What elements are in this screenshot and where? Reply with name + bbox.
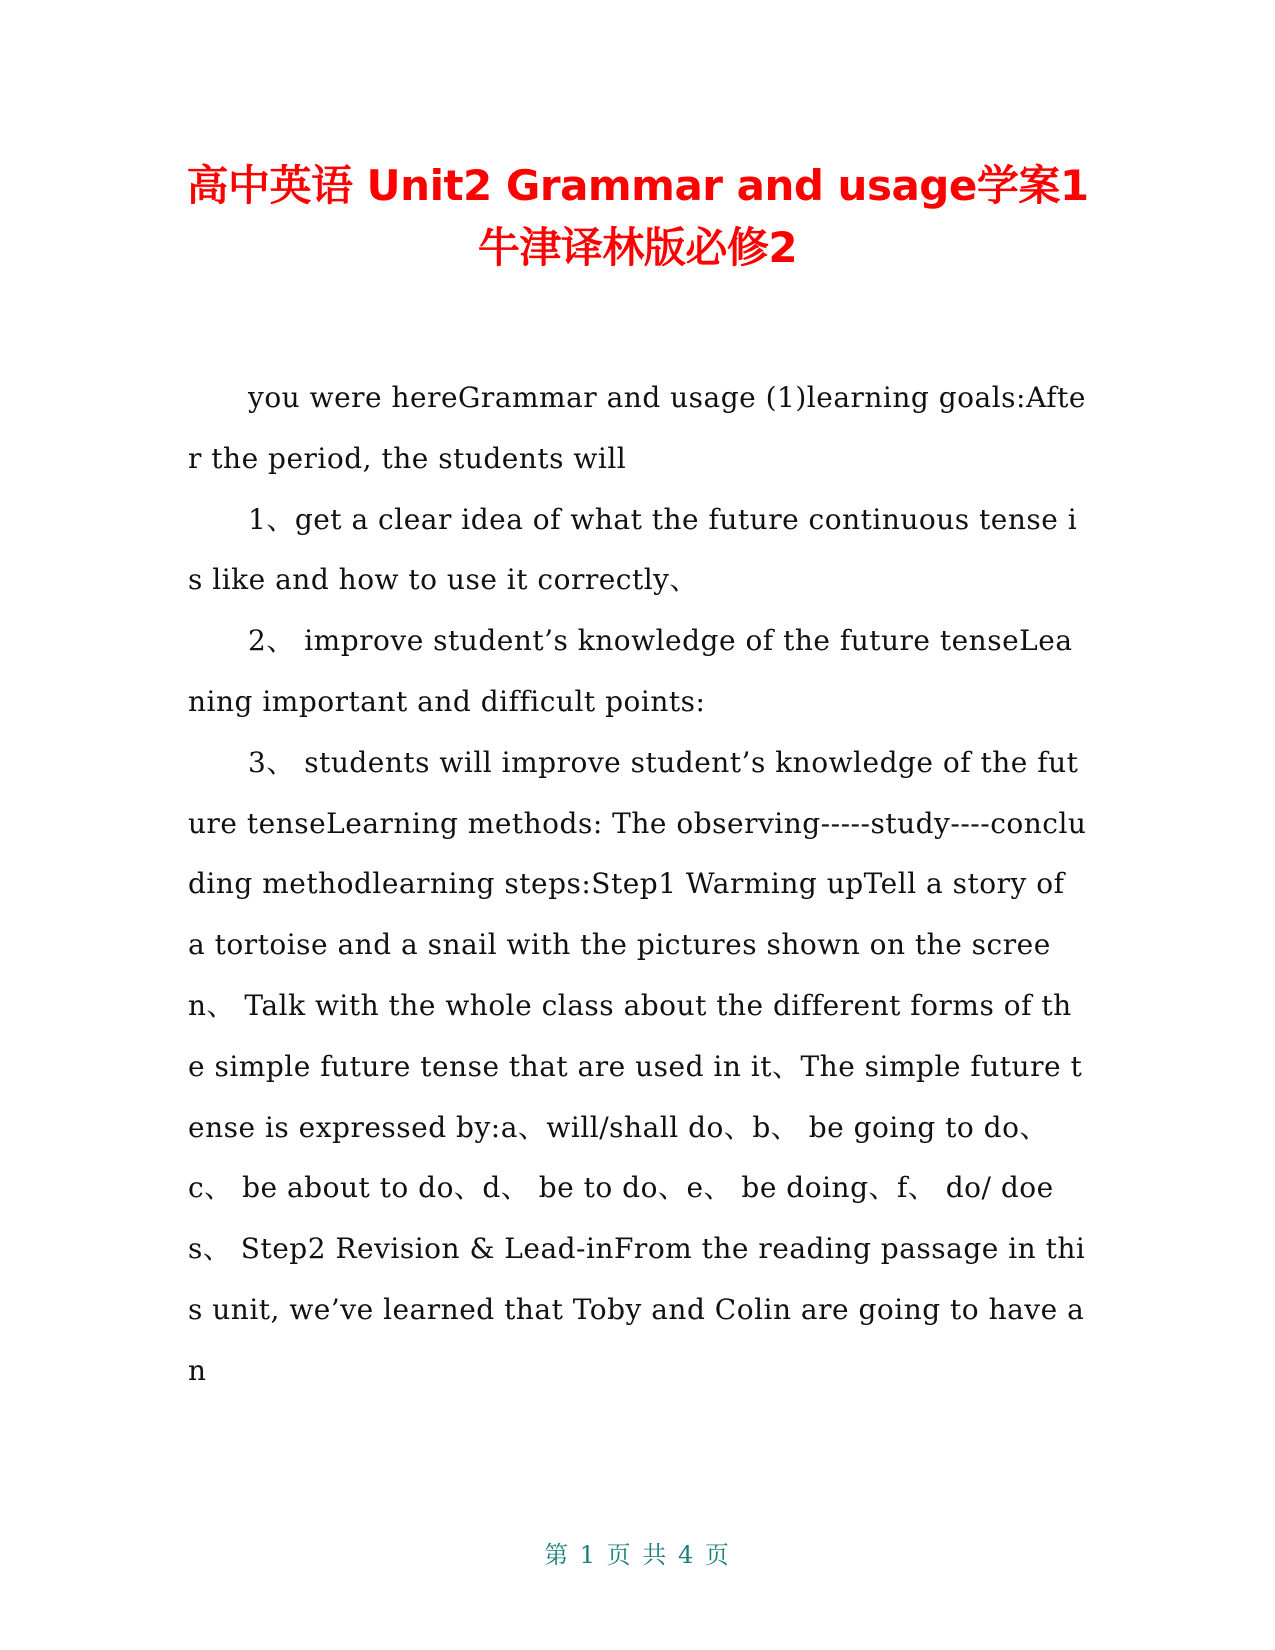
paragraph-goal-2: 2、 improve student’s knowledge of the future tenseLeaning important and difficult points: [188, 624, 1073, 718]
title-line-1: 高中英语 Unit2 Grammar and usage学案1 [186, 161, 1089, 210]
paragraph-goal-1: 1、get a clear idea of what the future continuous tense is like and how to use it correctly、 [188, 502, 1078, 597]
paragraph-intro: you were hereGrammar and usage (1)learning goals:After the period, the students will [188, 381, 1086, 475]
title-line-2: 牛津译林版必修2 [477, 223, 798, 272]
page-number-footer: 第 1 页 共 4 页 [544, 1541, 731, 1569]
document-body [188, 368, 1088, 1402]
paragraph-goal-3: 3、 students will improve student’s knowledge of the future tenseLearning methods: The observing-----study----concluding methodlearning steps:Step1 Warming upTell a story of a tortoise and a snail with the pictures shown on the screen、 Talk with the whole class about the different forms of the simple future tense that are used in it、The simple future tense is expressed by:a、will/shall do、b、 be going to do、c、 be about to do、d、 be to do、e、 be doing、f、 do/ does、 Step2 Revision & Lead-inFrom the reading passage in this unit, we’ve learned that Toby and Colin are going to have an [188, 745, 1087, 1387]
document-title [150, 155, 1125, 279]
